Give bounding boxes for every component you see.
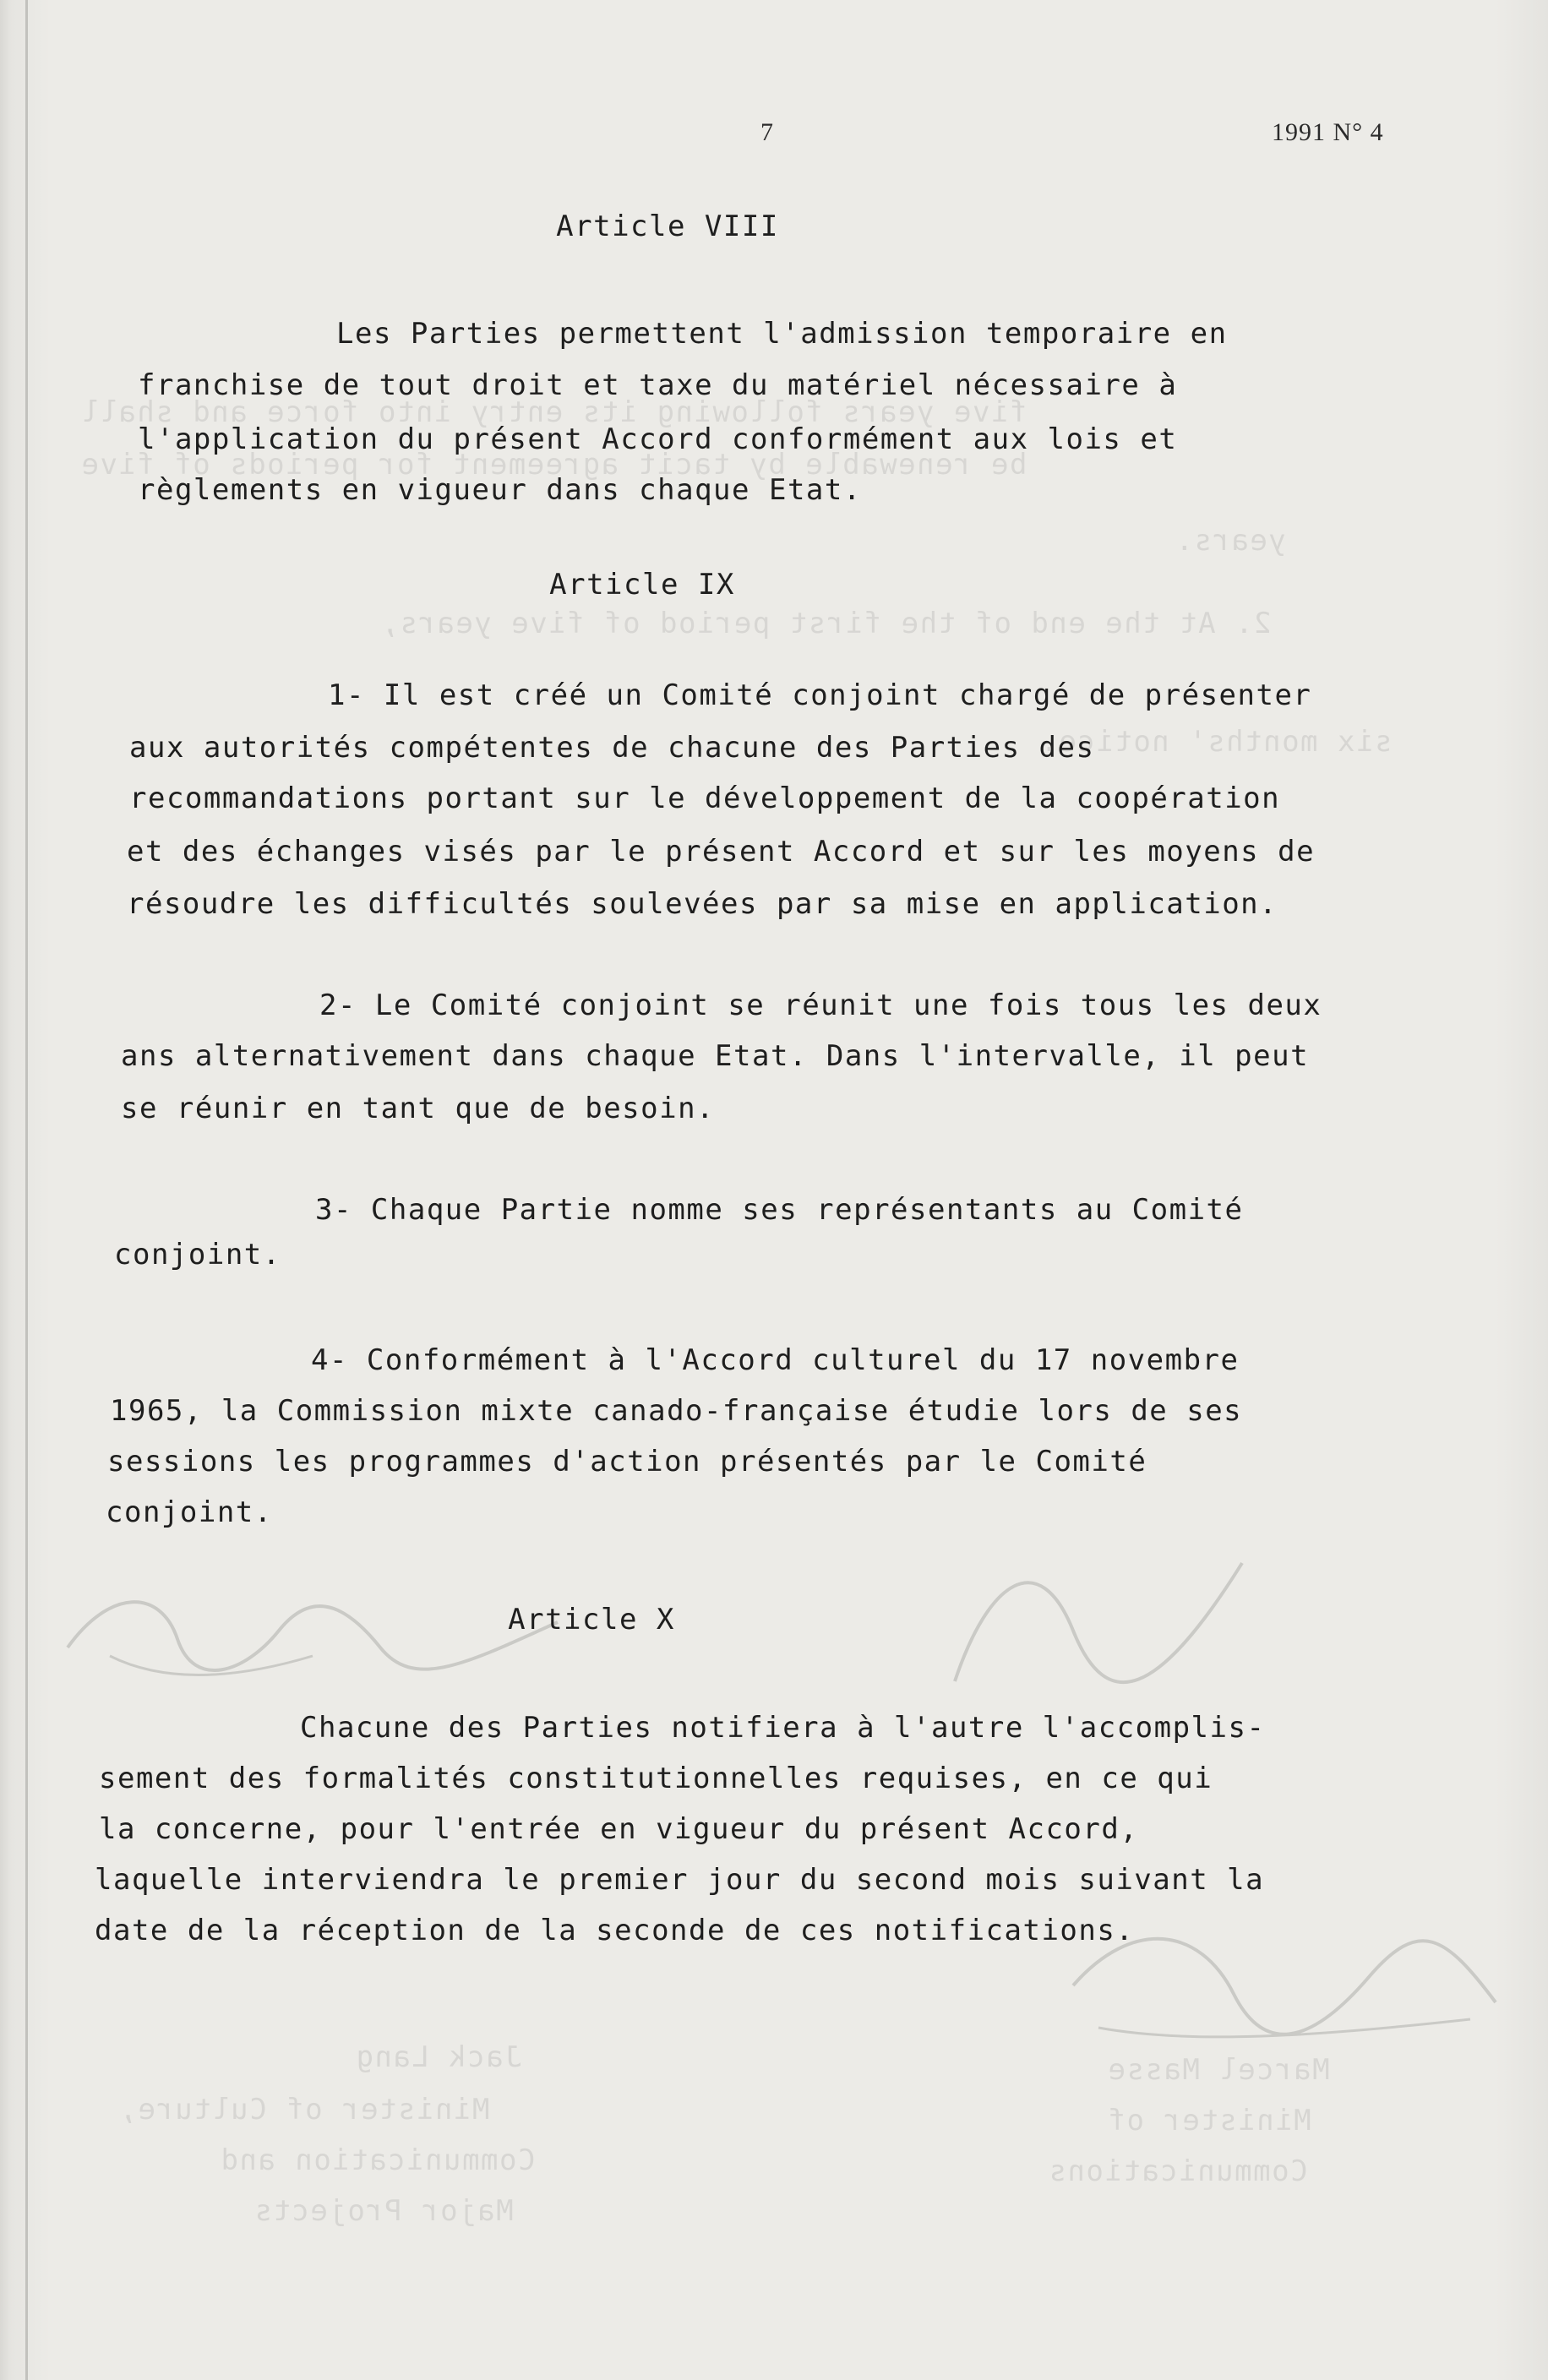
text-line: 1965, la Commission mixte canado-française étudie lors de ses [110,1394,1243,1428]
text-line: conjoint. [106,1495,273,1529]
text-line: franchise de tout droit et taxe du matériel nécessaire à [138,368,1178,402]
article-heading: Article IX [549,568,735,602]
page-number: 7 [760,118,773,146]
text-line: laquelle interviendra le premier jour du second mois suivant la [95,1863,1265,1897]
text-line: sement des formalités constitutionnelles requises, en ce qui [99,1762,1213,1795]
text-line: 3- Chaque Partie nomme ses représentants au Comité [315,1193,1244,1227]
bleed-through-line: Minister of Culture, [118,2093,490,2127]
bleed-through-line: five years following its entry into force and shall [80,395,1027,429]
text-line: 4- Conformément à l'Accord culturel du 17 novembre [311,1343,1240,1377]
text-line: l'application du présent Accord conformément aux lois et [138,422,1178,456]
text-line: 1- Il est créé un Comité conjoint chargé de présenter [328,678,1312,712]
text-line: 2- Le Comité conjoint se réunit une fois tous les deux [319,988,1322,1022]
bleed-through-line: Communication and [220,2143,536,2177]
bleed-through-line: Major Projects [253,2194,514,2228]
text-line: ans alternativement dans chaque Etat. Dans l'intervalle, il peut [121,1039,1310,1073]
issue-reference: 1991 N° 4 [1272,118,1384,146]
text-line: résoudre les difficultés soulevées par sa mise en application. [127,887,1278,921]
text-line: règlements en vigueur dans chaque Etat. [138,473,862,507]
text-line: Les Parties permettent l'admission temporaire en [336,317,1228,351]
bleed-through-line: Jack Lang [355,2040,522,2074]
text-line: conjoint. [114,1238,281,1272]
text-line: se réunir en tant que de besoin. [121,1092,716,1125]
bleed-through-line: 2. At the end of the first period of five years, [380,607,1272,640]
text-line: Chacune des Parties notifiera à l'autre l'accomplis- [300,1711,1266,1745]
article-heading: Article VIII [556,210,779,243]
text-line: sessions les programmes d'action présentés par le Comité [107,1445,1147,1479]
text-line: date de la réception de la seconde de ces notifications. [95,1914,1135,1947]
text-line: et des échanges visés par le présent Accord et sur les moyens de [127,835,1316,869]
text-line: la concerne, pour l'entrée en vigueur du présent Accord, [99,1812,1139,1846]
bleed-through-line: Minister of [1107,2104,1311,2138]
bleed-through-line: Communications [1048,2154,1308,2188]
text-line: recommandations portant sur le développement de la coopération [129,782,1281,815]
bleed-through-line: six months' notice. [1039,725,1393,759]
binding-edge [25,0,28,2380]
article-heading: Article X [508,1603,675,1637]
bleed-through-line: be renewable by tacit agreement for periods of five [80,448,1027,482]
bleed-through-signature [938,1529,1259,1715]
bleed-through-line: years. [1175,524,1286,558]
bleed-through-line: Marcel Masse [1107,2053,1330,2087]
text-line: aux autorités compétentes de chacune des Parties des [129,731,1095,765]
